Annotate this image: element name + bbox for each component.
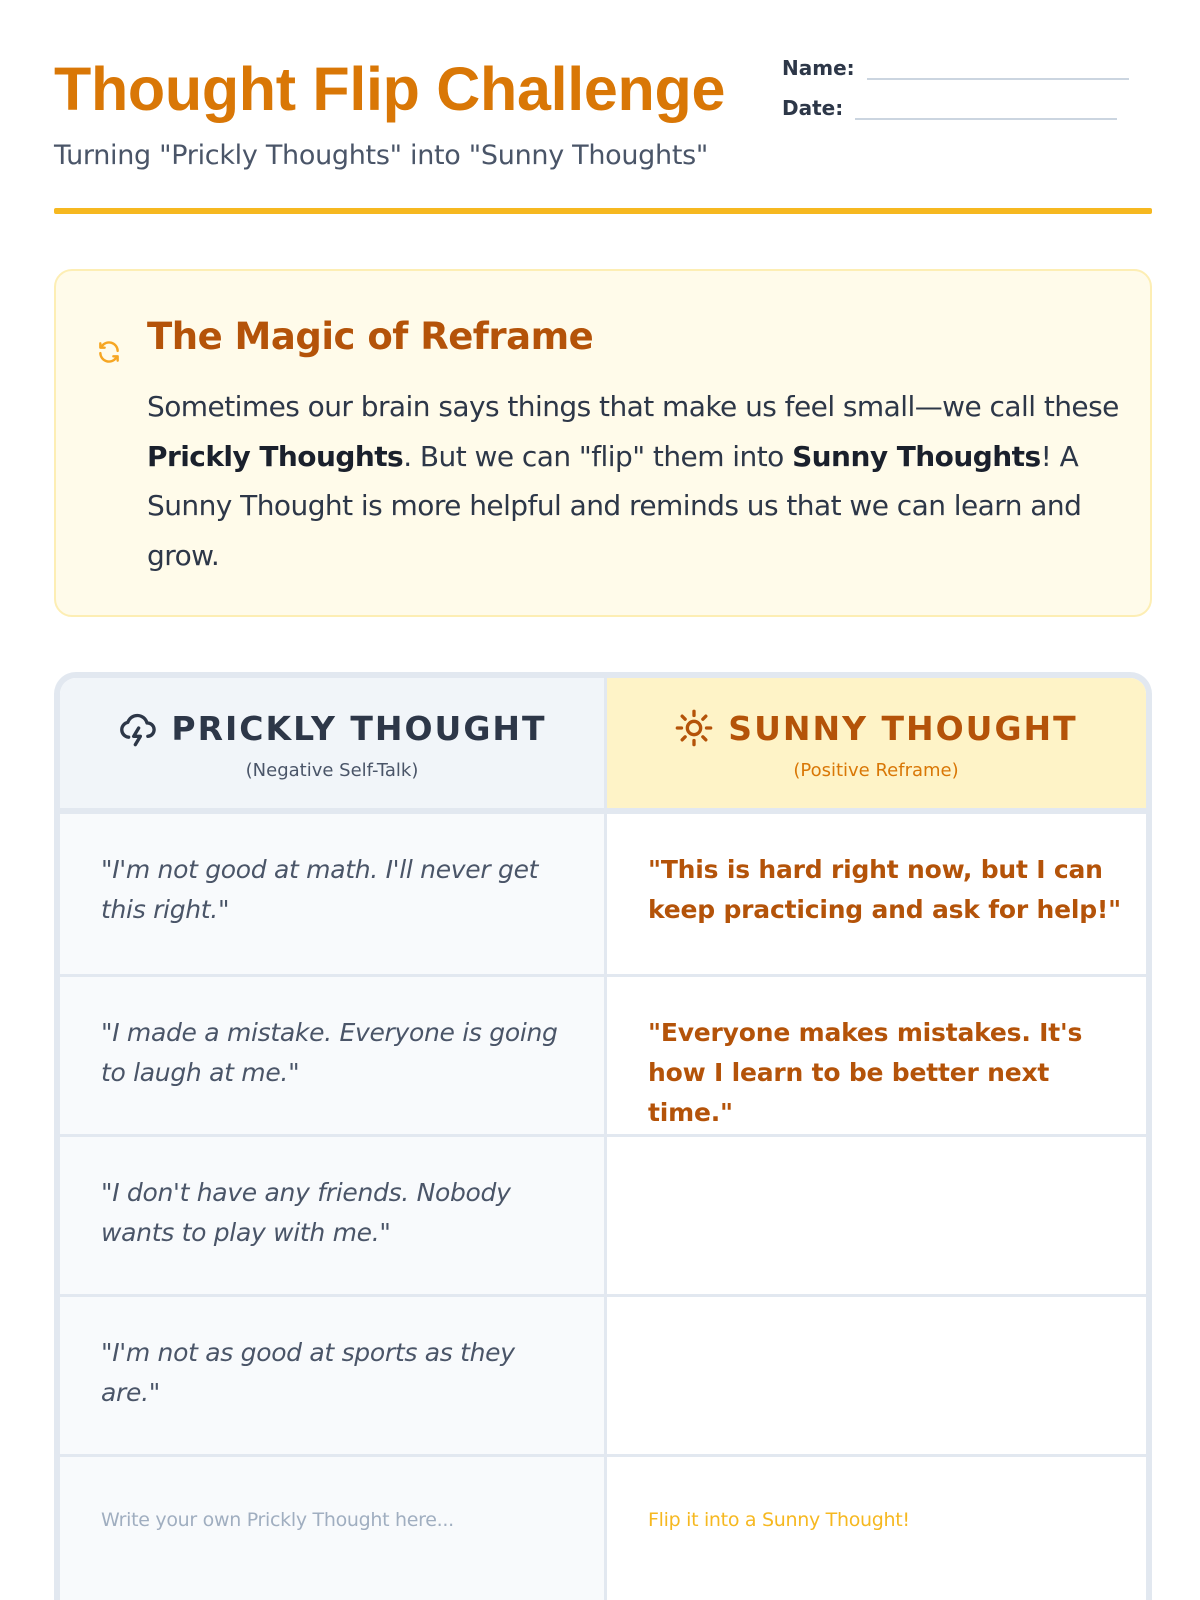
worksheet-header xyxy=(54,0,1152,216)
prickly-cell xyxy=(60,977,604,1137)
sunny-answer-cell[interactable] xyxy=(607,1297,1146,1457)
custom-prickly-placeholder: Write your own Prickly Thought here... xyxy=(101,1509,454,1531)
prickly-column-title: PRICKLY THOUGHT xyxy=(171,708,547,748)
custom-sunny-cell[interactable] xyxy=(607,1457,1146,1600)
sunny-thought-text: "Everyone makes mistakes. It's how I learn to be better next time." xyxy=(648,1018,1083,1127)
date-row xyxy=(782,96,1117,120)
date-field[interactable] xyxy=(855,98,1117,120)
intro-title: The Magic of Reframe xyxy=(147,315,594,358)
sunny-column-subtitle: (Positive Reframe) xyxy=(793,760,959,781)
prickly-column-subtitle: (Negative Self-Talk) xyxy=(245,760,419,781)
sunny-thought-text: "This is hard right now, but I can keep practicing and ask for help!" xyxy=(648,855,1121,924)
prickly-thought-text: "I don't have any friends. Nobody wants to play with me." xyxy=(101,1178,511,1247)
sunny-column-header xyxy=(606,678,1146,808)
intro-panel xyxy=(54,269,1152,617)
page-subtitle: Turning "Prickly Thoughts" into "Sunny Thoughts" xyxy=(54,140,709,171)
sunny-column-title: SUNNY THOUGHT xyxy=(728,708,1078,748)
prickly-column-header xyxy=(60,678,604,808)
custom-prickly-cell[interactable] xyxy=(60,1457,604,1600)
sunny-cell[interactable] xyxy=(607,814,1146,974)
storm-cloud-icon xyxy=(117,708,157,748)
intro-text-part: ! A Sunny Thought is more helpful and reminds us that we can learn and grow. xyxy=(147,439,1082,572)
prickly-thoughts-term: Prickly Thoughts xyxy=(147,439,404,473)
header-divider xyxy=(54,208,1152,214)
page-title: Thought Flip Challenge xyxy=(54,55,726,123)
thought-table xyxy=(54,672,1152,1600)
sunny-answer-cell[interactable] xyxy=(607,1137,1146,1297)
prickly-thought-text: "I made a mistake. Everyone is going to laugh at me." xyxy=(101,1018,558,1087)
refresh-icon xyxy=(96,339,122,365)
custom-sunny-placeholder: Flip it into a Sunny Thought! xyxy=(648,1509,910,1531)
intro-text-part: . But we can "flip" them into xyxy=(403,439,793,473)
prickly-cell xyxy=(60,814,604,974)
prickly-cell xyxy=(60,1297,604,1457)
prickly-cell xyxy=(60,1137,604,1297)
sunny-cell[interactable] xyxy=(607,977,1146,1137)
prickly-thought-text: "I'm not as good at sports as they are." xyxy=(101,1338,515,1407)
column-divider xyxy=(604,678,607,1600)
name-row xyxy=(782,56,1129,80)
sun-icon xyxy=(674,708,714,748)
intro-text xyxy=(147,382,1127,580)
sunny-thoughts-term: Sunny Thoughts xyxy=(792,439,1041,473)
date-label: Date: xyxy=(782,96,844,120)
name-field[interactable] xyxy=(867,58,1129,80)
prickly-thought-text: "I'm not good at math. I'll never get this right." xyxy=(101,855,539,924)
intro-text-part: Sometimes our brain says things that make us feel small—we call these xyxy=(147,390,1119,423)
name-label: Name: xyxy=(782,56,855,80)
